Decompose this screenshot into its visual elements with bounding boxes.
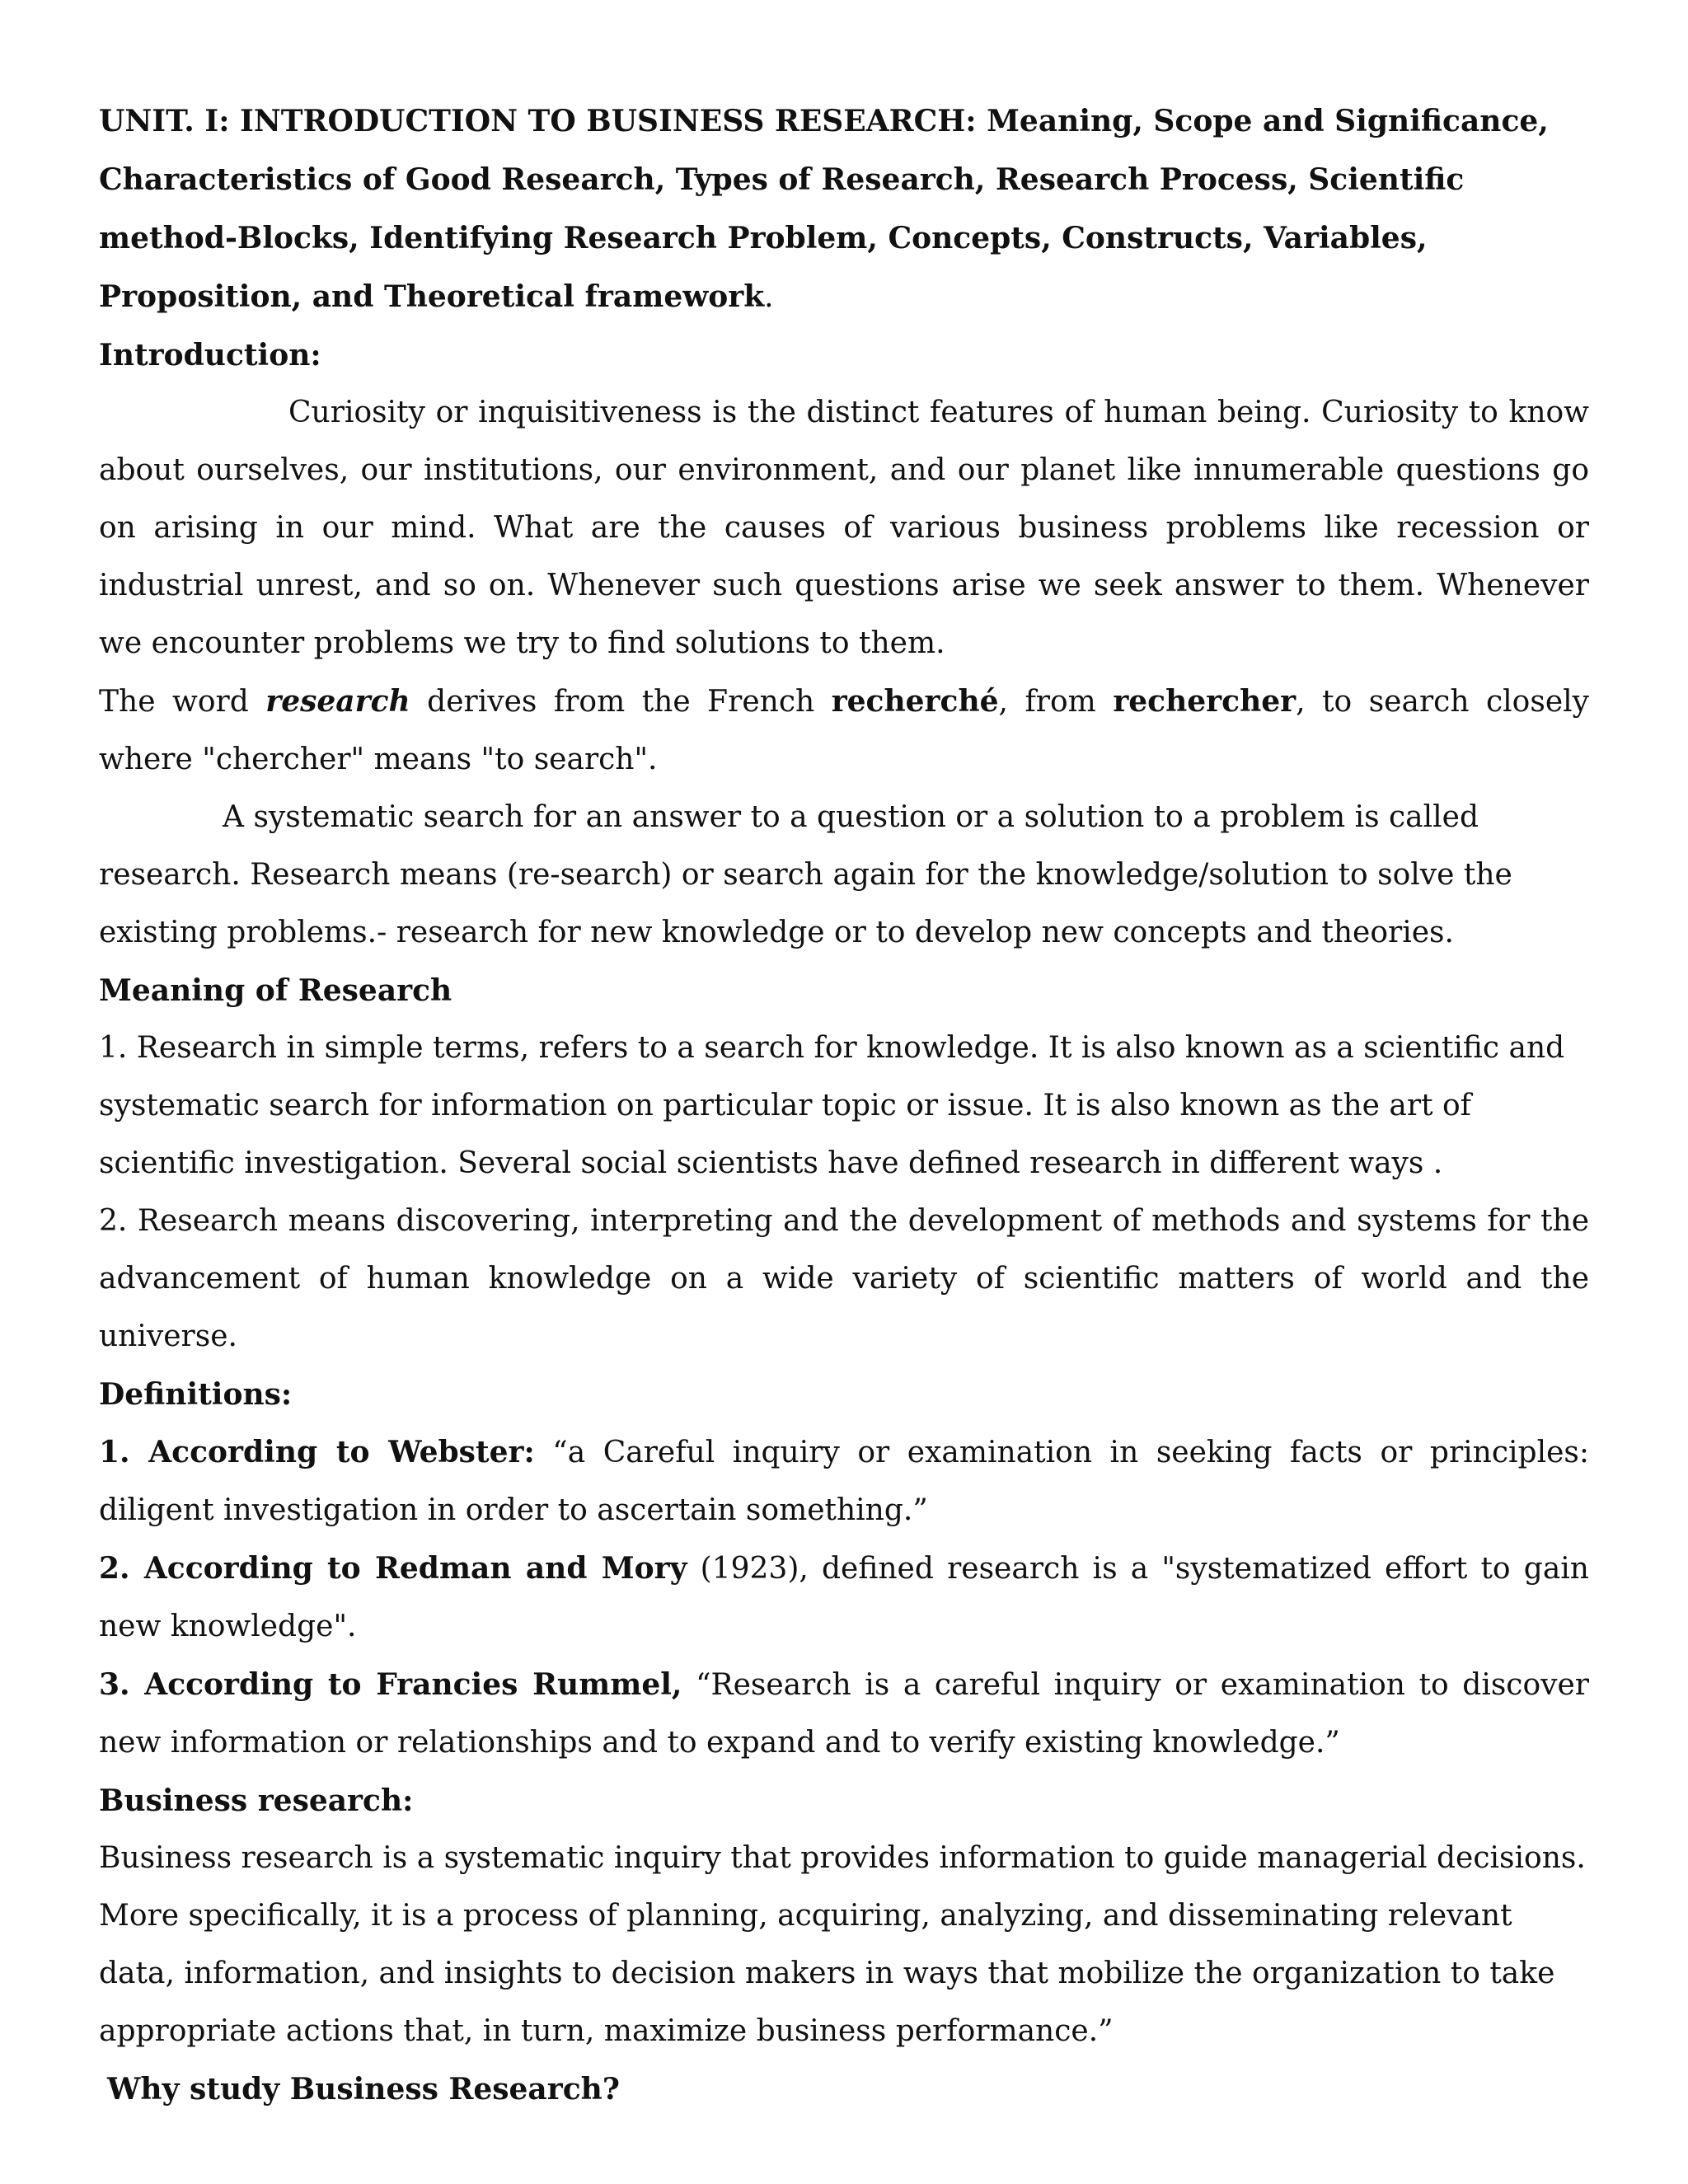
definition-text: “Research is a careful inquiry or examination to discover new information or relationships and to expand and to verify existing knowledge.” bbox=[99, 1668, 1589, 1760]
definition-item bbox=[99, 1540, 1589, 1656]
document-page bbox=[99, 92, 1589, 2118]
business-research-heading: Business research: bbox=[99, 1783, 414, 1818]
word-recherche: recherché bbox=[831, 684, 999, 719]
business-research-paragraph: Business research is a systematic inquiry that provides information to guide managerial decisions. More specifically, it is a process of planning, acquiring, analyzing, and disseminating relevant data, information, and insights to decision makers in ways that mobilize the organization to take appropriate actions that, in turn, maximize business performance.” bbox=[99, 1841, 1586, 2048]
intro-p2-text-4: , to search closely where "chercher" means "to search". bbox=[99, 685, 1589, 776]
definition-text: (1923), defined research is a "systematized effort to gain new knowledge". bbox=[99, 1552, 1589, 1643]
word-research: research bbox=[265, 684, 410, 719]
definition-label: 1. According to Webster: bbox=[99, 1435, 535, 1469]
why-study-heading: Why study Business Research? bbox=[107, 2072, 620, 2107]
unit-heading bbox=[99, 92, 1589, 326]
unit-heading-tail: . bbox=[764, 280, 774, 314]
definitions-heading: Definitions: bbox=[99, 1377, 293, 1412]
definition-label: 3. According to Francies Rummel, bbox=[99, 1667, 682, 1702]
introduction-paragraph-2 bbox=[99, 673, 1589, 789]
definition-text: “a Careful inquiry or examination in seeking facts or principles: diligent investigation in order to ascertain something.” bbox=[99, 1436, 1589, 1527]
intro-p2-text-1: The word bbox=[99, 685, 266, 719]
intro-p2-text-3: , from bbox=[998, 685, 1114, 719]
definition-item bbox=[99, 1423, 1589, 1540]
unit-heading-bold: UNIT. I: INTRODUCTION TO BUSINESS RESEARCH: Meaning, Scope and Significance, Characteristics of Good Research, Types of Research, Research Process, Scientific method-Blocks, Identifying Research Problem, Concepts, Constructs, Variables, Proposition, and Theoretical framework bbox=[99, 104, 1549, 314]
introduction-heading: Introduction: bbox=[99, 338, 321, 373]
meaning-heading: Meaning of Research bbox=[99, 973, 452, 1008]
definition-label: 2. According to Redman and Mory bbox=[99, 1551, 687, 1586]
meaning-paragraph-1: 1. Research in simple terms, refers to a search for knowledge. It is also known as a scientific and systematic search for information on particular topic or issue. It is also known as the art of scientific investigation. Several social scientists have defined research in different ways . bbox=[99, 1031, 1565, 1180]
definition-item bbox=[99, 1656, 1589, 1772]
word-rechercher: rechercher bbox=[1113, 684, 1296, 719]
introduction-paragraph-3: A systematic search for an answer to a question or a solution to a problem is called research. Research means (re-search) or search again for the knowledge/solution to solve the existing problems.- research for new knowledge or to develop new concepts and theories. bbox=[99, 800, 1512, 949]
meaning-paragraph-2: 2. Research means discovering, interpreting and the development of methods and systems for the advancement of human knowledge on a wide variety of scientific matters of world and the universe. bbox=[99, 1204, 1589, 1353]
introduction-paragraph-1: Curiosity or inquisitiveness is the distinct features of human being. Curiosity to know about ourselves, our institutions, our environment, and our planet like innumerable questions go on arising in our mind. What are the causes of various business problems like recession or industrial unrest, and so on. Whenever such questions arise we seek answer to them. Whenever we encounter problems we try to find solutions to them. bbox=[99, 396, 1589, 660]
intro-p2-text-2: derives from the French bbox=[410, 685, 832, 719]
